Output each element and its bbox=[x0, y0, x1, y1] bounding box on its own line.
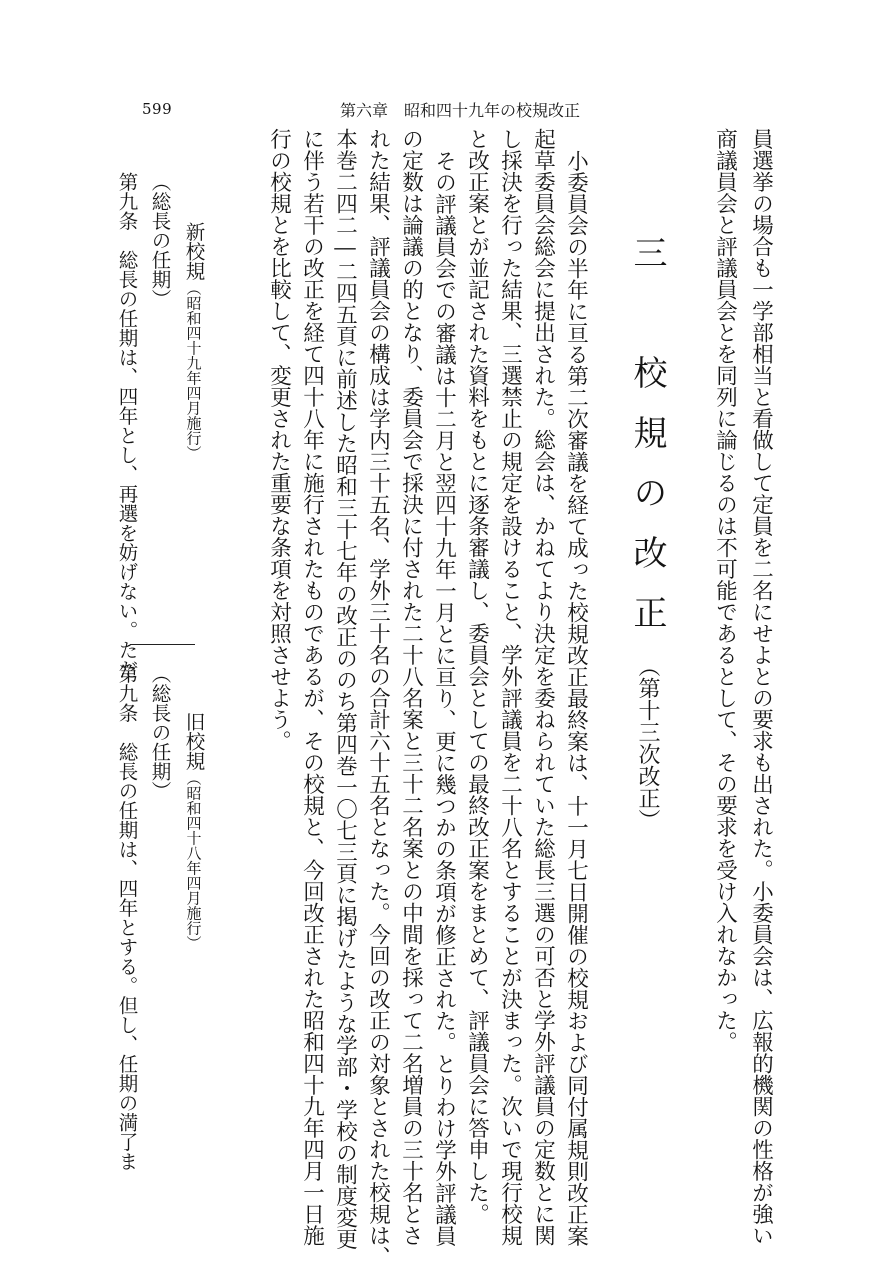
old-article-title: （総長の任期） bbox=[148, 664, 172, 801]
new-article-title: （総長の任期） bbox=[148, 172, 172, 309]
section-subtitle: （第十三次改正） bbox=[635, 655, 660, 831]
body-line: に伴う若干の改正を経て四十八年に施行されたものであるが、その校規と、今回改正された昭和四十九年四月一日施 bbox=[299, 128, 325, 1246]
new-regulation-heading bbox=[184, 222, 204, 461]
new-regulation-note: （昭和四十九年四月施行） bbox=[184, 280, 203, 461]
new-article-text: 第九条 総長の任期は、四年とし、再選を妨げない。ただ bbox=[115, 172, 139, 679]
body-line: れた結果、評議員会の構成は学内三十五名、学外三十名の合計六十五名となった。今回の改正の対象とされた校規は、 bbox=[365, 128, 391, 1268]
body-line: 起草委員会総会に提出された。総会は、かねてより決定を委ねられていた総長三選の可否と学外評議員の定数とに関 bbox=[530, 128, 556, 1246]
old-regulation-note: （昭和四十八年四月施行） bbox=[184, 770, 203, 951]
top-paragraph-line-2: 商議員会と評議員会とを同列に論じるのは不可能であるとして、その要求を受け入れなかった。 bbox=[712, 128, 738, 1053]
new-regulation-label: 新校規 bbox=[182, 222, 206, 281]
body-line: の定数は論議の的となり、委員会で採決に付された二十八名案と三十二名案との中間を採って二名増員の三十名とさ bbox=[398, 128, 424, 1246]
chapter-header: 第六章 昭和四十九年の校規改正 bbox=[340, 101, 581, 120]
body-line: 小委員会の半年に亘る第二次審議を経て成った校規改正最終案は、十一月七日開催の校規および同付属規則改正案 bbox=[563, 150, 589, 1247]
old-regulation-label: 旧校規 bbox=[182, 712, 206, 771]
page-number: 599 bbox=[142, 100, 173, 118]
body-line: し採決を行った結果、三選禁止の規定を設けること、学外評議員を二十八名とすることが決まった。次いで現行校規 bbox=[497, 128, 523, 1246]
old-article-text: 第九条 総長の任期は、四年とする。但し、任期の満了ま bbox=[115, 664, 139, 1171]
section-title bbox=[627, 235, 667, 831]
comparison-divider bbox=[130, 644, 195, 645]
body-line: その評議員会での審議は十二月と翌四十九年一月とに亘り、更に幾つかの条項が修正された。とりわけ学外評議員 bbox=[431, 150, 457, 1247]
body-line: 本巻二四二―二四五頁に前述した昭和三十七年の改正ののち第四巻一〇七三頁に掲げたような学部・学校の制度変更 bbox=[332, 128, 358, 1250]
section-title-text: 三 校規の改正 bbox=[627, 235, 667, 655]
body-line: と改正案とが並記された資料をもとに逐条審議し、委員会としての最終改正案をまとめて、評議員会に答申した。 bbox=[464, 128, 490, 1225]
old-regulation-heading bbox=[184, 712, 204, 951]
body-line: 行の校規とを比較して、変更された重要な条項を対照させよう。 bbox=[266, 128, 292, 752]
top-paragraph-line-1: 員選挙の場合も一学部相当と看做して定員を二名にせよとの要求も出された。小委員会は、広報的機関の性格が強い bbox=[748, 128, 774, 1246]
